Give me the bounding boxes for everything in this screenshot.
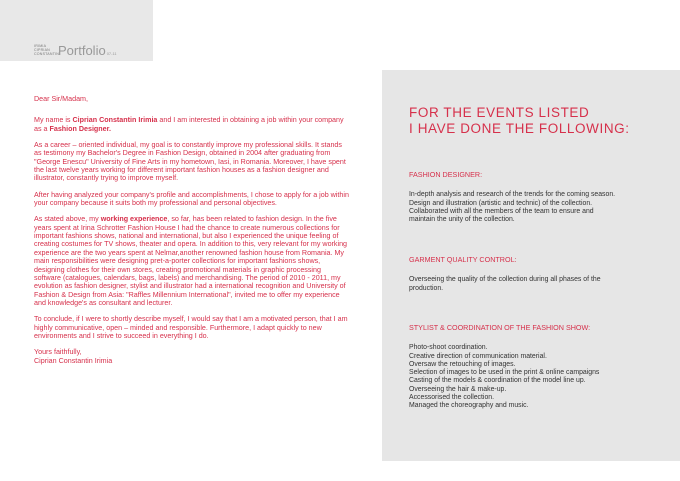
section-line: Casting of the models & coordination of the model line up. (409, 377, 586, 385)
portfolio-year: 07-11 (106, 51, 117, 56)
header-name-first: IRIMIA (34, 44, 47, 48)
letter-paragraph-motivation: After having analyzed your company's profile and accomplishments, I chose to apply for a job within your company because it suits both my professional and personal objectives. (34, 190, 349, 208)
section-line: Accessorised the collection. (409, 394, 495, 402)
section-title: FASHION DESIGNER: (409, 170, 483, 179)
portfolio-title-text: Portfolio (58, 43, 106, 58)
experience-text-a: As stated above, my (34, 215, 101, 224)
header-names (34, 44, 59, 57)
section-line: production. (409, 284, 444, 292)
cover-letter (34, 95, 349, 365)
section-line: In-depth analysis and research of the trends for the coming season. (409, 191, 616, 199)
events-heading-line1: FOR THE EVENTS LISTED (409, 105, 590, 120)
section-title: STYLIST & COORDINATION OF THE FASHION SHOW: (409, 323, 591, 332)
letter-paragraph-goals: As a career – oriented individual, my goal is to constantly improve my professional skills. It stands as testimony my Bachelor's Degree in Fashion Design, obtained in 2004 after graduating from "George Enescu" University of Fine Arts in my hometown, Iasi, in Romania. Moreover, I have spent the last twelve years working for different important fashion houses as a fashion designer and illustrator, constantly trying to improve myself. (34, 141, 346, 183)
applicant-name: Ciprian Constantin Irimia (72, 116, 158, 125)
signature: Ciprian Constantin Irimia (34, 356, 113, 365)
events-heading (409, 105, 630, 137)
experience-text-b: , so far, has been related to fashion design. In the five years spent at Irina Schrotter Fashion House I had the chance to create numerous collections for important fashions shows, national and international, but also I experienced the unique feeling of creating costumes for TV shows, theater and opera. In addition to this, very relevant for my working experience are the two years spent at Nelmar,another renowned fashion house from Romania. My main responsibilities were designing pret-a-porter collections for important fashions shows, designing clothes for their own stores, creating promotional materials in graphic processing software (catalogues, calendars, bags, labels) and merchandising. The period of 2010 - 2011, my evolution as fashion designer, stylist and illustrator had a international recognition and University of Fashion & Design from Asia: "Raffles Millennium International", invited me to offer my experience and knowledge's as consultant and lecturer. (34, 215, 348, 307)
section-line: Collaborated with all the members of the team to ensure and (409, 207, 594, 215)
header-name-last: CONSTANTIN (34, 52, 60, 57)
intro-text-a: My name is (34, 116, 73, 125)
section-line: maintain the unity of the collection. (409, 216, 515, 224)
intro-text-b: and I am interested in obtaining a job within your company as a (34, 116, 344, 133)
salutation: Dear Sir/Madam, (34, 95, 88, 103)
portfolio-title (58, 43, 117, 58)
section-quality-control (409, 256, 679, 293)
section-stylist-coordination (409, 324, 679, 411)
section-line: Selection of images to be used in the print & online campaigns (409, 369, 600, 377)
section-line: Design and illustration (artistic and technic) of the collection. (409, 199, 593, 207)
header-name-middle: CIPRIAN (34, 48, 50, 53)
section-line: Photo-shoot coordination. (409, 344, 488, 352)
letter-paragraph-intro (34, 116, 349, 133)
working-experience-bold: working experience (100, 215, 168, 224)
applied-role: Fashion Designer. (49, 124, 111, 133)
events-heading-line2: I HAVE DONE THE FOLLOWING: (409, 121, 630, 136)
section-line: Overseeing the hair & make-up. (409, 385, 507, 393)
section-line: Creative direction of communication material. (409, 352, 547, 360)
section-fashion-designer (409, 171, 679, 224)
letter-paragraph-experience (34, 215, 349, 307)
section-title: GARMENT QUALITY CONTROL: (409, 255, 517, 264)
section-line: Oversaw the retouching of images. (409, 360, 516, 368)
closing: Yours faithfully, (34, 348, 82, 357)
letter-paragraph-conclusion: To conclude, if I were to shortly describe myself, I would say that I am a motivated person, that I am highly communicative, open – minded and responsible. Furthermore, I adapt quickly to new environments and I strive to succeed in everything I do. (34, 315, 348, 340)
section-line: Overseeing the quality of the collection during all phases of the (409, 276, 601, 284)
section-line: Managed the choreography and music. (409, 402, 529, 410)
